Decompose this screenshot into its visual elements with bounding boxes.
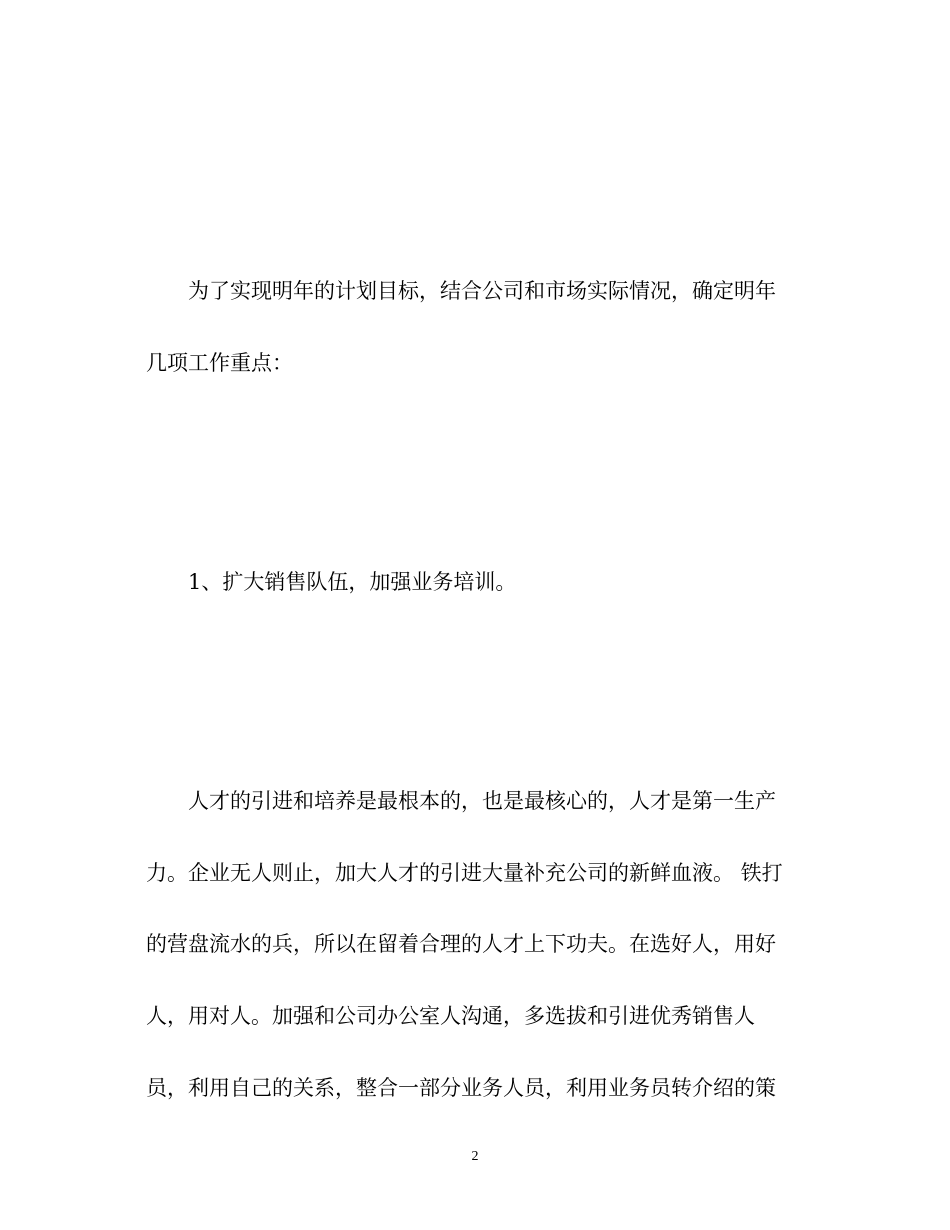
paragraph-3-line-5: 员，利用自己的关系，整合一部分业务人员，利用业务员转介绍的策 — [146, 1076, 776, 1100]
paragraph-3-line-2: 力。企业无人则止，加大人才的引进大量补充公司的新鲜血液。 铁打 — [146, 861, 783, 885]
paragraph-2-line-1: 1、扩大销售队伍，加强业务培训。 — [188, 570, 517, 594]
paragraph-3-line-1: 人才的引进和培养是最根本的，也是最核心的，人才是第一生产 — [188, 789, 776, 813]
paragraph-1-line-1: 为了实现明年的计划目标，结合公司和市场实际情况，确定明年 — [188, 279, 776, 303]
paragraph-3-line-4: 人，用对人。加强和公司办公室人沟通，多选拔和引进优秀销售人 — [146, 1004, 755, 1028]
page-number: 2 — [471, 1149, 479, 1164]
paragraph-1-line-2: 几项工作重点： — [146, 351, 293, 375]
paragraph-3-line-3: 的营盘流水的兵，所以在留着合理的人才上下功夫。在选好人，用好 — [146, 932, 776, 956]
